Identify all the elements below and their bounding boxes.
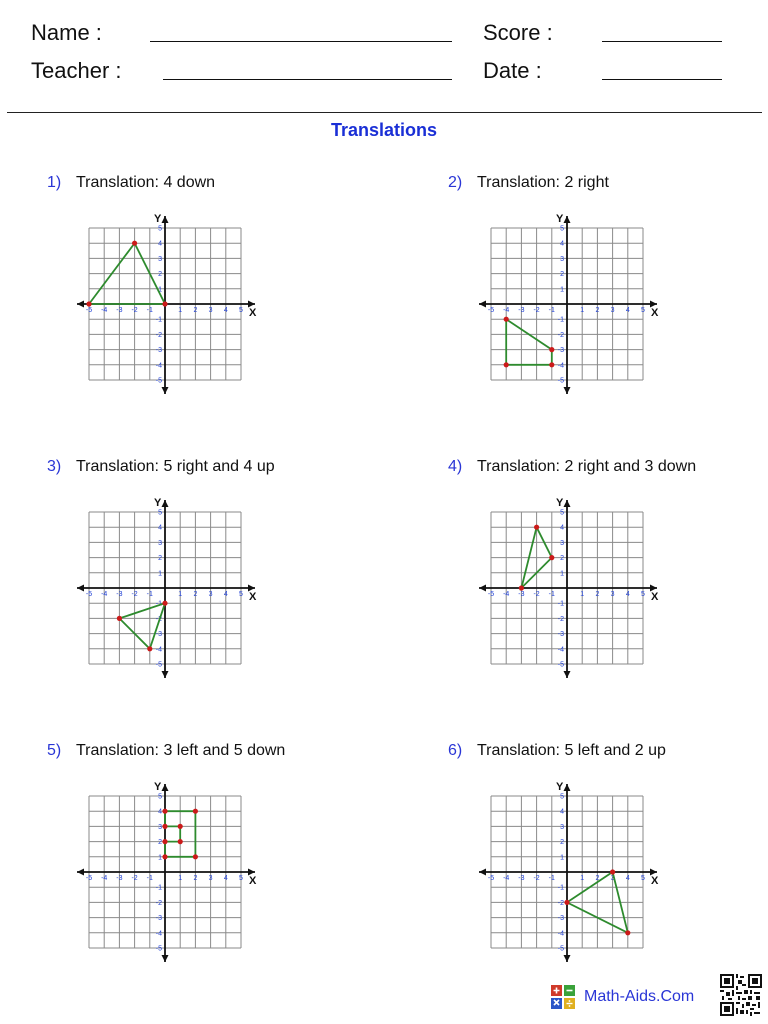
y-tick-label: -4 bbox=[557, 930, 564, 938]
y-axis-label: Y bbox=[556, 213, 564, 225]
y-tick-label: 5 bbox=[560, 509, 564, 517]
x-tick-label: -3 bbox=[518, 875, 525, 882]
y-tick-label: 2 bbox=[560, 839, 564, 847]
x-tick-label: 1 bbox=[178, 591, 183, 598]
problem-5-number: 5) bbox=[47, 742, 62, 759]
y-tick-label: -2 bbox=[557, 899, 564, 907]
y-tick-label: 4 bbox=[560, 240, 564, 248]
x-tick-label: -5 bbox=[487, 591, 495, 598]
vertex-point bbox=[564, 900, 569, 905]
y-tick-label: 4 bbox=[560, 808, 564, 816]
y-axis-label: Y bbox=[154, 497, 162, 509]
y-tick-label: 2 bbox=[158, 271, 162, 279]
x-tick-label: 5 bbox=[239, 591, 243, 598]
y-tick-label: 4 bbox=[158, 240, 162, 248]
x-tick-label: -3 bbox=[518, 307, 525, 314]
x-axis-label: X bbox=[651, 591, 659, 603]
x-tick-label: -2 bbox=[131, 307, 138, 314]
y-tick-label: 5 bbox=[560, 793, 564, 801]
y-axis-label: Y bbox=[556, 497, 564, 509]
y-tick-label: -5 bbox=[155, 945, 162, 953]
name-label: Name : bbox=[31, 20, 102, 45]
y-tick-label: -1 bbox=[155, 600, 162, 608]
problem-5-text: Translation: 3 left and 5 down bbox=[76, 742, 286, 759]
y-tick-label: 1 bbox=[560, 854, 564, 862]
teacher-label: Teacher : bbox=[31, 58, 122, 83]
x-tick-label: -1 bbox=[146, 875, 153, 882]
problem-4-number: 4) bbox=[448, 458, 463, 475]
x-tick-label: -2 bbox=[131, 875, 138, 882]
y-tick-label: -5 bbox=[155, 661, 162, 669]
x-axis-label: X bbox=[249, 307, 257, 319]
y-tick-label: -2 bbox=[557, 331, 564, 339]
y-tick-label: -1 bbox=[557, 884, 564, 892]
y-tick-label: -1 bbox=[155, 316, 162, 324]
y-axis-arrow-icon bbox=[564, 784, 571, 791]
problem-6-number: 6) bbox=[448, 742, 463, 759]
x-tick-label: 3 bbox=[610, 307, 615, 314]
x-tick-label: 2 bbox=[193, 875, 198, 882]
score-label: Score : bbox=[483, 20, 553, 45]
x-tick-label: -3 bbox=[116, 591, 123, 598]
math-aids-brand-link[interactable]: Math-Aids.Com bbox=[584, 988, 695, 1005]
x-tick-label: -2 bbox=[131, 591, 138, 598]
x-tick-label: -3 bbox=[116, 307, 123, 314]
y-tick-label: 2 bbox=[560, 271, 564, 279]
x-tick-label: -1 bbox=[548, 875, 555, 882]
x-tick-label: 5 bbox=[641, 875, 645, 882]
y-tick-label: -3 bbox=[155, 347, 162, 355]
y-tick-label: 5 bbox=[158, 225, 162, 233]
x-tick-label: -1 bbox=[548, 591, 555, 598]
x-axis-label: X bbox=[651, 875, 659, 887]
x-tick-label: 4 bbox=[223, 307, 228, 314]
x-tick-label: 5 bbox=[239, 307, 243, 314]
y-tick-label: -2 bbox=[155, 899, 162, 907]
y-axis-label: Y bbox=[556, 781, 564, 793]
y-tick-label: -4 bbox=[557, 646, 564, 654]
x-tick-label: 1 bbox=[580, 307, 585, 314]
y-tick-label: 3 bbox=[158, 255, 162, 263]
x-tick-label: 3 bbox=[208, 307, 213, 314]
y-tick-label: 3 bbox=[158, 539, 162, 547]
x-tick-label: -3 bbox=[518, 591, 525, 598]
x-tick-label: -2 bbox=[533, 591, 540, 598]
x-tick-label: 5 bbox=[641, 307, 645, 314]
y-tick-label: -3 bbox=[557, 347, 564, 355]
x-tick-label: 2 bbox=[595, 875, 600, 882]
x-tick-label: -3 bbox=[116, 875, 123, 882]
y-tick-label: -5 bbox=[557, 945, 564, 953]
x-tick-label: -1 bbox=[146, 591, 153, 598]
y-tick-label: -2 bbox=[155, 615, 162, 623]
y-tick-label: -2 bbox=[155, 331, 162, 339]
x-tick-label: 1 bbox=[580, 591, 585, 598]
x-axis-label: X bbox=[249, 591, 257, 603]
x-tick-label: 4 bbox=[625, 307, 630, 314]
y-tick-label: -4 bbox=[557, 362, 564, 370]
x-tick-label: -4 bbox=[101, 875, 108, 882]
y-tick-label: 2 bbox=[158, 839, 162, 847]
x-tick-label: 3 bbox=[208, 591, 213, 598]
y-tick-label: 4 bbox=[158, 808, 162, 816]
y-tick-label: -4 bbox=[155, 362, 162, 370]
problem-4-text: Translation: 2 right and 3 down bbox=[477, 458, 697, 475]
x-tick-label: -5 bbox=[85, 591, 93, 598]
y-tick-label: -3 bbox=[155, 631, 162, 639]
x-tick-label: -5 bbox=[487, 307, 495, 314]
y-tick-label: 1 bbox=[158, 854, 162, 862]
x-tick-label: -4 bbox=[101, 307, 108, 314]
y-tick-label: -5 bbox=[557, 661, 564, 669]
problem-2-text: Translation: 2 right bbox=[477, 174, 609, 191]
problem-1-number: 1) bbox=[47, 174, 62, 191]
x-tick-label: 2 bbox=[193, 591, 198, 598]
x-tick-label: -1 bbox=[146, 307, 153, 314]
x-tick-label: -2 bbox=[533, 307, 540, 314]
x-tick-label: 2 bbox=[595, 307, 600, 314]
x-tick-label: 4 bbox=[223, 875, 228, 882]
y-tick-label: 1 bbox=[560, 286, 564, 294]
date-label: Date : bbox=[483, 58, 542, 83]
problem-6-text: Translation: 5 left and 2 up bbox=[477, 742, 666, 759]
x-tick-label: -4 bbox=[503, 591, 510, 598]
x-tick-label: -4 bbox=[503, 307, 510, 314]
x-axis-label: X bbox=[651, 307, 659, 319]
y-tick-label: 1 bbox=[158, 570, 162, 578]
y-tick-label: 3 bbox=[560, 539, 564, 547]
y-axis-label: Y bbox=[154, 781, 162, 793]
x-tick-label: 1 bbox=[580, 875, 585, 882]
y-tick-label: 1 bbox=[560, 570, 564, 578]
y-axis-arrow-icon bbox=[564, 955, 571, 962]
y-tick-label: -1 bbox=[557, 600, 564, 608]
x-tick-label: -4 bbox=[503, 875, 510, 882]
y-tick-label: -3 bbox=[155, 915, 162, 923]
math-aids-logo-icon bbox=[551, 985, 575, 1009]
x-tick-label: -1 bbox=[548, 307, 555, 314]
y-tick-label: 1 bbox=[158, 286, 162, 294]
problem-3-number: 3) bbox=[47, 458, 62, 475]
y-tick-label: -4 bbox=[155, 930, 162, 938]
x-tick-label: -5 bbox=[85, 307, 93, 314]
y-tick-label: 3 bbox=[158, 823, 162, 831]
y-tick-label: -3 bbox=[557, 915, 564, 923]
problem-1-text: Translation: 4 down bbox=[76, 174, 216, 191]
y-tick-label: 4 bbox=[158, 524, 162, 532]
y-tick-label: 2 bbox=[560, 555, 564, 563]
x-tick-label: -5 bbox=[487, 875, 495, 882]
x-tick-label: 3 bbox=[208, 875, 213, 882]
page-title: Translations bbox=[330, 120, 438, 140]
y-tick-label: -1 bbox=[155, 884, 162, 892]
x-tick-label: 1 bbox=[178, 307, 183, 314]
x-tick-label: -2 bbox=[533, 875, 540, 882]
x-tick-label: 4 bbox=[223, 591, 228, 598]
y-tick-label: -5 bbox=[155, 377, 162, 385]
qr-code-icon bbox=[720, 974, 762, 1016]
problem-2-number: 2) bbox=[448, 174, 463, 191]
y-tick-label: 5 bbox=[560, 225, 564, 233]
x-tick-label: 3 bbox=[610, 875, 615, 882]
x-tick-label: -4 bbox=[101, 591, 108, 598]
x-axis-arrow-icon bbox=[479, 869, 486, 876]
x-tick-label: 5 bbox=[641, 591, 645, 598]
y-tick-label: 5 bbox=[158, 509, 162, 517]
vertex-point bbox=[625, 930, 630, 935]
y-tick-label: -5 bbox=[557, 377, 564, 385]
y-tick-label: 3 bbox=[560, 255, 564, 263]
x-axis-label: X bbox=[249, 875, 257, 887]
x-tick-label: -5 bbox=[85, 875, 93, 882]
x-tick-label: 4 bbox=[625, 591, 630, 598]
problem-3-text: Translation: 5 right and 4 up bbox=[76, 458, 275, 475]
x-tick-label: 5 bbox=[239, 875, 243, 882]
y-tick-label: -3 bbox=[557, 631, 564, 639]
x-tick-label: 2 bbox=[193, 307, 198, 314]
vertex-point bbox=[610, 869, 615, 874]
x-tick-label: 3 bbox=[610, 591, 615, 598]
y-tick-label: 2 bbox=[158, 555, 162, 563]
y-tick-label: 3 bbox=[560, 823, 564, 831]
y-tick-label: 4 bbox=[560, 524, 564, 532]
y-tick-label: -1 bbox=[557, 316, 564, 324]
x-tick-label: 4 bbox=[625, 875, 630, 882]
y-tick-label: -4 bbox=[155, 646, 162, 654]
y-tick-label: 5 bbox=[158, 793, 162, 801]
y-axis-label: Y bbox=[154, 213, 162, 225]
y-tick-label: -2 bbox=[557, 615, 564, 623]
x-tick-label: 1 bbox=[178, 875, 183, 882]
x-tick-label: 2 bbox=[595, 591, 600, 598]
